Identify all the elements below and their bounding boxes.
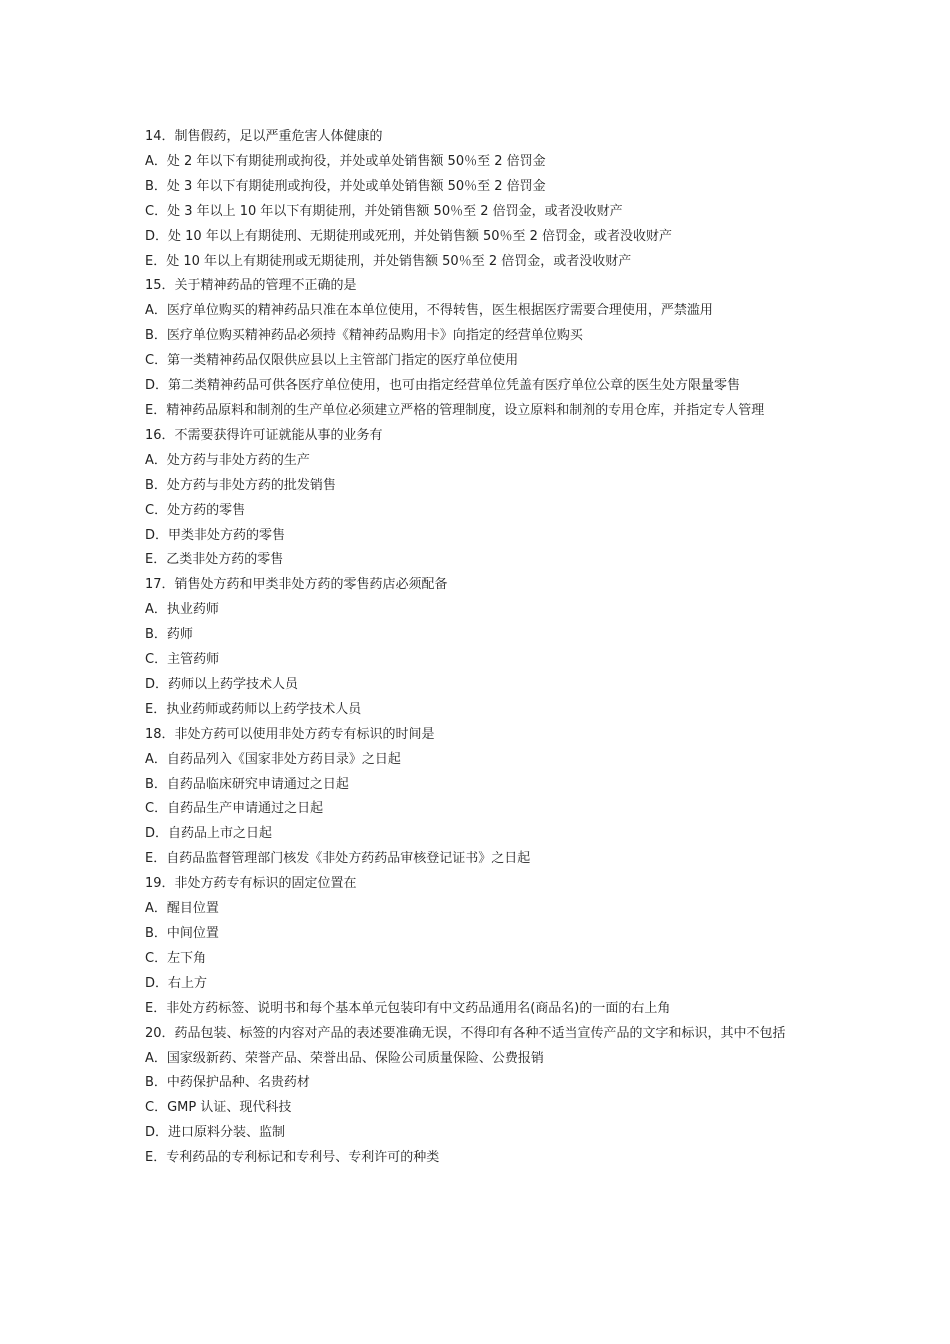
question-17-stem: 17．销售处方药和甲类非处方药的零售药店必须配备: [145, 577, 448, 593]
question-18-option-d: D．自药品上市之日起: [145, 826, 273, 842]
question-17-option-c: C．主管药师: [145, 652, 220, 668]
question-list: [145, 125, 810, 1171]
question-18-option-a: A．自药品列入《国家非处方药目录》之日起: [145, 751, 401, 767]
question-16-option-e: E．乙类非处方药的零售: [145, 552, 284, 568]
question-20-option-a: A．国家级新药、荣誉产品、荣誉出品、保险公司质量保险、公费报销: [145, 1050, 544, 1066]
question-18-option-b: B．自药品临床研究申请通过之日起: [145, 776, 349, 792]
question-14-option-a: A．处 2 年以下有期徒刑或拘役，并处或单处销售额 50％至 2 倍罚金: [145, 153, 546, 169]
question-16-stem: 16．不需要获得许可证就能从事的业务有: [145, 427, 383, 443]
question-15-option-c: C．第一类精神药品仅限供应县以上主管部门指定的医疗单位使用: [145, 353, 519, 369]
question-14-option-d: D．处 10 年以上有期徒刑、无期徒刑或死刑，并处销售额 50％至 2 倍罚金，或者没收财产: [145, 228, 673, 244]
question-19-option-a: A．醒目位置: [145, 901, 219, 917]
question-19-option-c: C．左下角: [145, 950, 207, 966]
question-14-option-e: E．处 10 年以上有期徒刑或无期徒刑，并处销售额 50％至 2 倍罚金，或者没收财产: [145, 253, 632, 269]
question-15-option-d: D．第二类精神药品可供各医疗单位使用，也可由指定经营单位凭盖有医疗单位公章的医生处方限量零售: [145, 378, 741, 394]
question-20-option-d: D．进口原料分装、监制: [145, 1125, 286, 1141]
question-20-stem: 20．药品包装、标签的内容对产品的表述要准确无误，不得印有各种不适当宣传产品的文字和标识，其中不包括: [145, 1025, 786, 1041]
question-14-stem: 14．制售假药，足以严重危害人体健康的: [145, 129, 383, 144]
question-19-stem: 19．非处方药专有标识的固定位置在: [145, 876, 357, 892]
question-19-option-e: E．非处方药标签、说明书和每个基本单元包装印有中文药品通用名(商品名)的一面的右上角: [145, 1000, 671, 1016]
question-19-option-d: D．右上方: [145, 975, 208, 991]
question-17-option-a: A．执业药师: [145, 602, 219, 618]
question-16-option-a: A．处方药与非处方药的生产: [145, 452, 310, 468]
question-15-stem: 15．关于精神药品的管理不正确的是: [145, 278, 357, 294]
question-18-option-c: C．自药品生产申请通过之日起: [145, 801, 324, 817]
question-17-option-e: E．执业药师或药师以上药学技术人员: [145, 701, 362, 717]
question-17-option-d: D．药师以上药学技术人员: [145, 676, 299, 692]
question-15-option-b: B．医疗单位购买精神药品必须持《精神药品购用卡》向指定的经营单位购买: [145, 328, 583, 344]
question-14-option-c: C．处 3 年以上 10 年以下有期徒刑，并处销售额 50％至 2 倍罚金，或者没收财产: [145, 203, 623, 219]
question-18-stem: 18．非处方药可以使用非处方药专有标识的时间是: [145, 726, 435, 742]
question-15-option-a: A．医疗单位购买的精神药品只准在本单位使用，不得转售，医生根据医疗需要合理使用，严禁滥用: [145, 303, 713, 319]
question-14-option-b: B．处 3 年以下有期徒刑或拘役，并处或单处销售额 50％至 2 倍罚金: [145, 178, 546, 194]
question-17-option-b: B．药师: [145, 627, 193, 643]
question-20-option-c: C．GMP 认证、现代科技: [145, 1100, 292, 1116]
question-16-option-b: B．处方药与非处方药的批发销售: [145, 477, 336, 493]
question-20-option-b: B．中药保护品种、名贵药材: [145, 1075, 310, 1091]
question-18-option-e: E．自药品监督管理部门核发《非处方药药品审核登记证书》之日起: [145, 851, 531, 867]
question-19-option-b: B．中间位置: [145, 926, 219, 941]
question-16-option-d: D．甲类非处方药的零售: [145, 527, 286, 543]
question-15-option-e: E．精神药品原料和制剂的生产单位必须建立严格的管理制度，设立原料和制剂的专用仓库，并指定专人管理: [145, 402, 765, 418]
question-20-option-e: E．专利药品的专利标记和专利号、专利许可的种类: [145, 1150, 440, 1166]
question-16-option-c: C．处方药的零售: [145, 502, 246, 518]
